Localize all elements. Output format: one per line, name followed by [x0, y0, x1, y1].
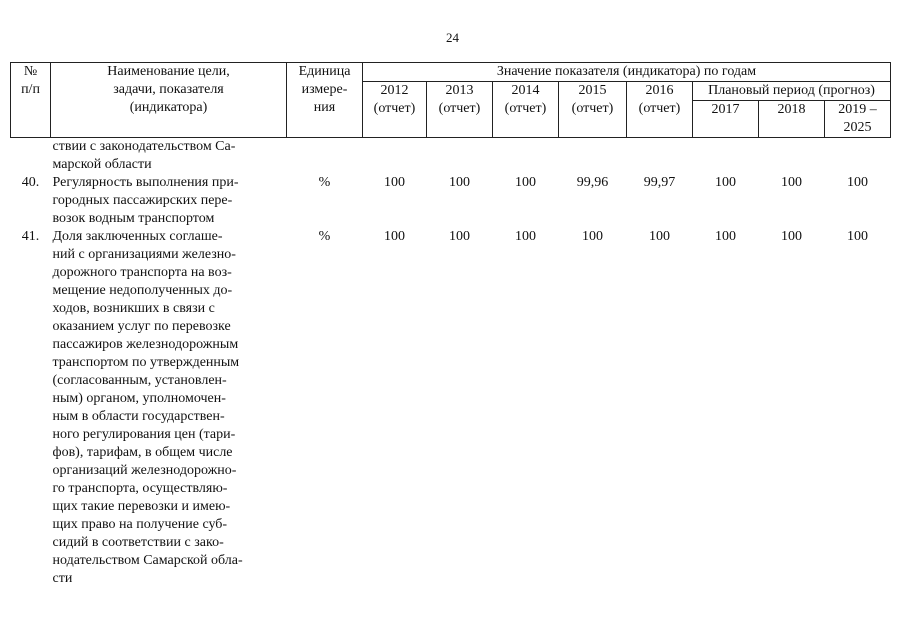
indicator-name-line: сидий в соответствии с зако- — [52, 535, 224, 550]
indicator-name-line: ходов, возникших в связи с — [52, 301, 215, 316]
indicator-name-line: дорожного транспорта на воз- — [52, 265, 232, 280]
value-cell: 100 — [715, 175, 736, 190]
header-unit: Единица измере- ния — [287, 63, 363, 138]
header-year-2014: 2014 (отчет) — [493, 82, 559, 138]
header-values-group: Значение показателя (индикатора) по годам — [363, 63, 891, 82]
indicator-table — [10, 62, 891, 588]
table-row — [11, 138, 891, 175]
indicator-name-line: пассажиров железнодорожным — [52, 337, 239, 352]
indicator-name-line: городных пассажирских пере- — [52, 193, 233, 208]
header-year-2018: 2018 — [759, 101, 825, 138]
indicator-name — [51, 228, 287, 588]
value-cell: 99,97 — [643, 175, 676, 190]
value-cell: 100 — [847, 175, 868, 190]
table-row — [11, 174, 891, 228]
indicator-name-line: организаций железнодорожно- — [52, 463, 237, 478]
indicator-name-line: (согласованным, установлен- — [52, 373, 227, 388]
table-body — [11, 138, 891, 589]
value-cell: 99,96 — [576, 175, 609, 190]
indicator-name-line: фов), тарифам, в общем числе — [52, 445, 233, 460]
value-cell: 100 — [384, 175, 405, 190]
value-cell: 100 — [515, 175, 536, 190]
page-number: 24 — [446, 30, 459, 45]
value-cell: 100 — [649, 229, 670, 244]
indicator-name — [51, 174, 287, 228]
value-cell — [363, 138, 427, 175]
value-cell: 100 — [449, 229, 470, 244]
indicator-name-line: возок водным транспортом — [52, 211, 215, 226]
indicator-name-line: сти — [52, 571, 73, 586]
unit-cell: % — [318, 175, 331, 190]
indicator-name-line: мещение недополученных до- — [52, 283, 233, 298]
indicator-name-line: Доля заключенных соглаше- — [52, 229, 223, 244]
value-cell — [693, 138, 759, 175]
value-cell: 100 — [449, 175, 470, 190]
value-cell: 100 — [582, 229, 603, 244]
header-year-2016: 2016 (отчет) — [627, 82, 693, 138]
indicator-name-line: Регулярность выполнения при- — [52, 175, 239, 190]
header-number: № п/п — [11, 63, 51, 138]
row-number: 40. — [21, 175, 40, 190]
header-year-2012: 2012 (отчет) — [363, 82, 427, 138]
unit-cell: % — [318, 229, 331, 244]
indicator-name-line: ний с организациями железно- — [52, 247, 236, 262]
indicator-name-line: транспортом по утвержденным — [52, 355, 240, 370]
value-cell: 100 — [515, 229, 536, 244]
header-year-2017: 2017 — [693, 101, 759, 138]
table-header — [11, 63, 891, 138]
header-year-2019-2025: 2019 – 2025 — [825, 101, 891, 138]
value-cell: 100 — [384, 229, 405, 244]
header-year-2013: 2013 (отчет) — [427, 82, 493, 138]
header-plan-group: Плановый период (прогноз) — [693, 82, 891, 101]
value-cell — [427, 138, 493, 175]
value-cell — [559, 138, 627, 175]
value-cell: 100 — [715, 229, 736, 244]
indicator-name-line: оказанием услуг по перевозке — [52, 319, 231, 334]
header-name: Наименование цели, задачи, показателя (индикатора) — [51, 63, 287, 138]
indicator-name-line: нодательством Самарской обла- — [52, 553, 243, 568]
indicator-name — [51, 138, 287, 175]
indicator-name-line: щих право на получение суб- — [52, 517, 228, 532]
indicator-name-line: марской области — [52, 157, 152, 172]
value-cell — [627, 138, 693, 175]
value-cell — [825, 138, 891, 175]
indicator-name-line: ным в области государствен- — [52, 409, 225, 424]
value-cell: 100 — [781, 229, 802, 244]
value-cell — [493, 138, 559, 175]
value-cell — [759, 138, 825, 175]
unit-cell — [287, 138, 363, 175]
header-year-2015: 2015 (отчет) — [559, 82, 627, 138]
value-cell: 100 — [781, 175, 802, 190]
indicator-name-line: го транспорта, осуществляю- — [52, 481, 228, 496]
table-row — [11, 228, 891, 588]
row-number — [11, 138, 51, 175]
indicator-name-line: ным) органом, уполномочен- — [52, 391, 226, 406]
indicator-name-line: ствии с законодательством Са- — [52, 139, 236, 154]
indicator-name-line: ного регулирования цен (тари- — [52, 427, 236, 442]
value-cell: 100 — [847, 229, 868, 244]
row-number: 41. — [21, 229, 40, 244]
indicator-name-line: щих такие перевозки и имею- — [52, 499, 231, 514]
